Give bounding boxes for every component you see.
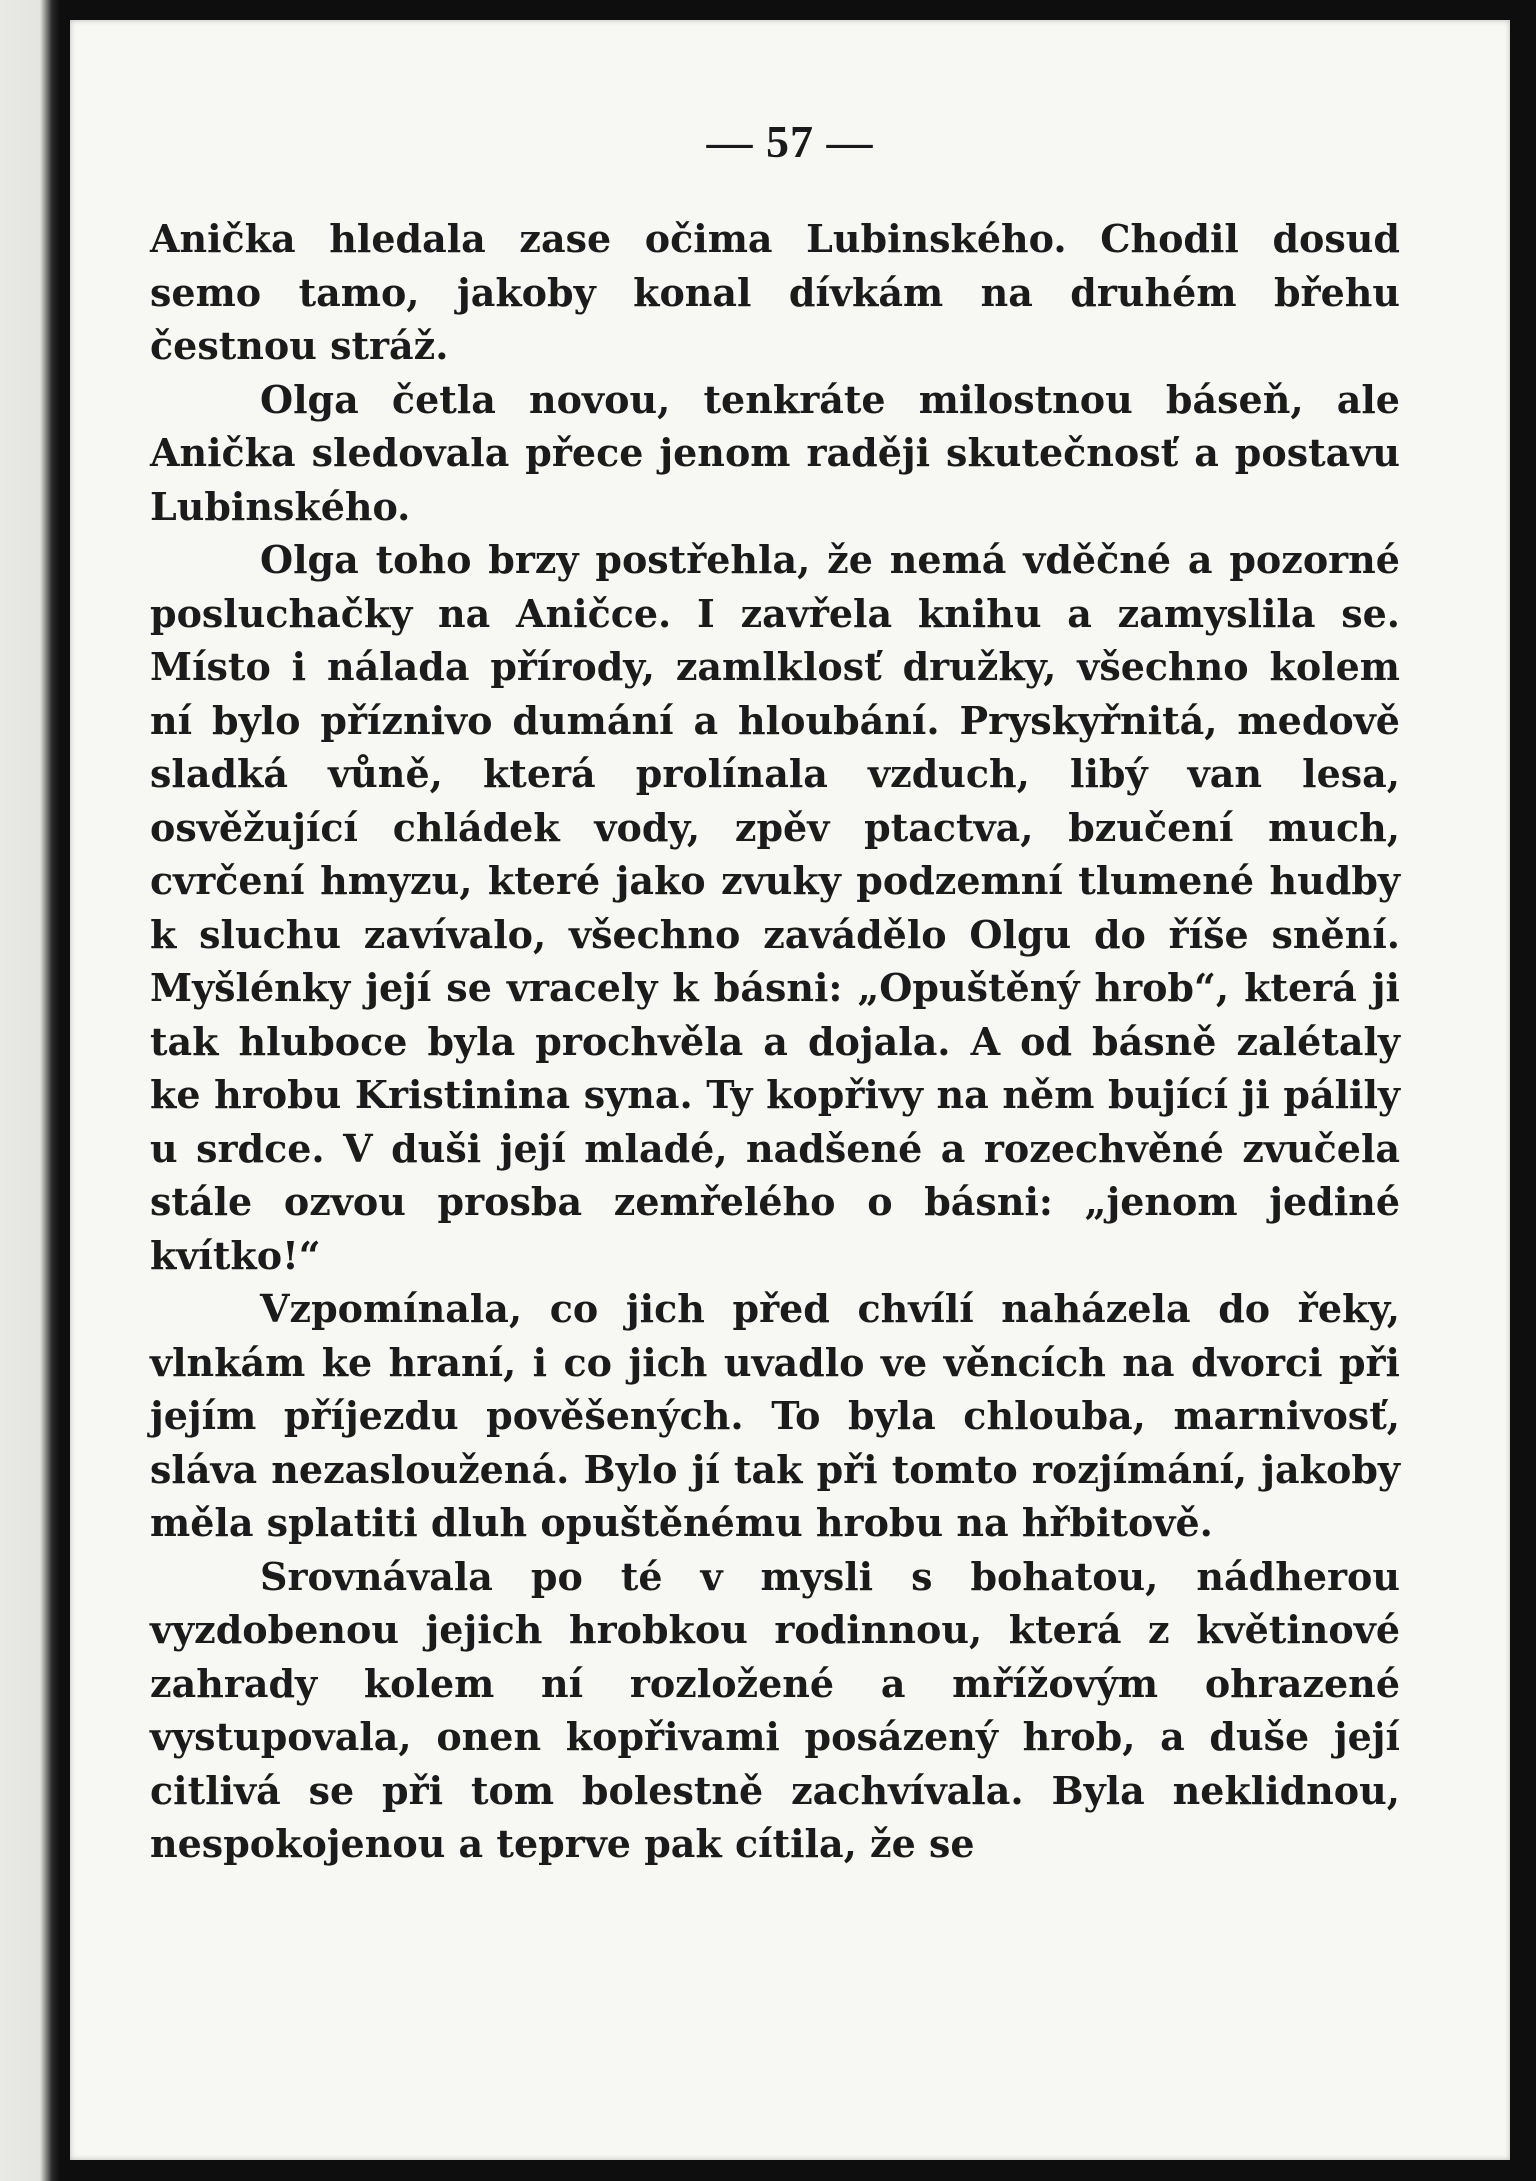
paragraph-4: Vzpomínala, co jich před chvílí naházela do řeky, vlnkám ke hraní, i co jich uvadlo ve věncích na dvorci při jejím příjezdu pověšených. To byla chlouba, marnivosť, sláva nezasloužená. Bylo jí tak při tomto rozjímání, jakoby měla splatiti dluh opuštěnému hrobu na hřbitově.: [150, 1286, 1400, 1545]
book-page: [70, 20, 1510, 2160]
page-text: [150, 212, 1400, 1871]
paragraph-1: Anička hledala zase očima Lubinského. Chodil dosud semo tamo, jakoby konal dívkám na druhém břehu čestnou stráž.: [150, 216, 1400, 368]
paragraph-5: Srovnávala po té v mysli s bohatou, nádherou vyzdobenou jejich hrobkou rodinnou, která z květinové zahrady kolem ní rozložené a mřížovým ohrazené vystupovala, onen kopřivami posázený hrob, a duše její citlivá se při tom bolestně zachvívala. Byla neklidnou, nespokojenou a teprve pak cítila, že se: [150, 1553, 1400, 1866]
paragraph-2: Olga četla novou, tenkráte milostnou báseň, ale Anička sledovala přece jenom raději skutečnosť a postavu Lubinského.: [150, 376, 1400, 529]
page-number: — 57 —: [706, 116, 874, 167]
paragraph-3: Olga toho brzy postřehla, že nemá vděčné a pozorné posluchačky na Aničce. I zavřela knihu a zamyslila se. Místo i nálada přírody, zamlklosť družky, všechno kolem ní bylo příznivo dumání a hloubání. Pryskyřnitá, medově sladká vůně, která prolínala vzduch, libý van lesa, osvěžující chládek vody, zpěv ptactva, bzučení much, cvrčení hmyzu, které jako zvuky podzemní tlumené hudby k sluchu zavívalo, všechno zavádělo Olgu do říše snění. Myšlénky její se vracely k básni: „Opuštěný hrob“, která ji tak hluboce byla prochvěla a dojala. A od básně zalétaly ke hrobu Kristinina syna. Ty kopřivy na něm bující ji pálily u srdce. V duši její mladé, nadšené a rozechvěné zvučela stále ozvou prosba zemřelého o básni: „jenom jediné kvítko!“: [150, 537, 1400, 1278]
previous-page-edge: [0, 0, 60, 2181]
